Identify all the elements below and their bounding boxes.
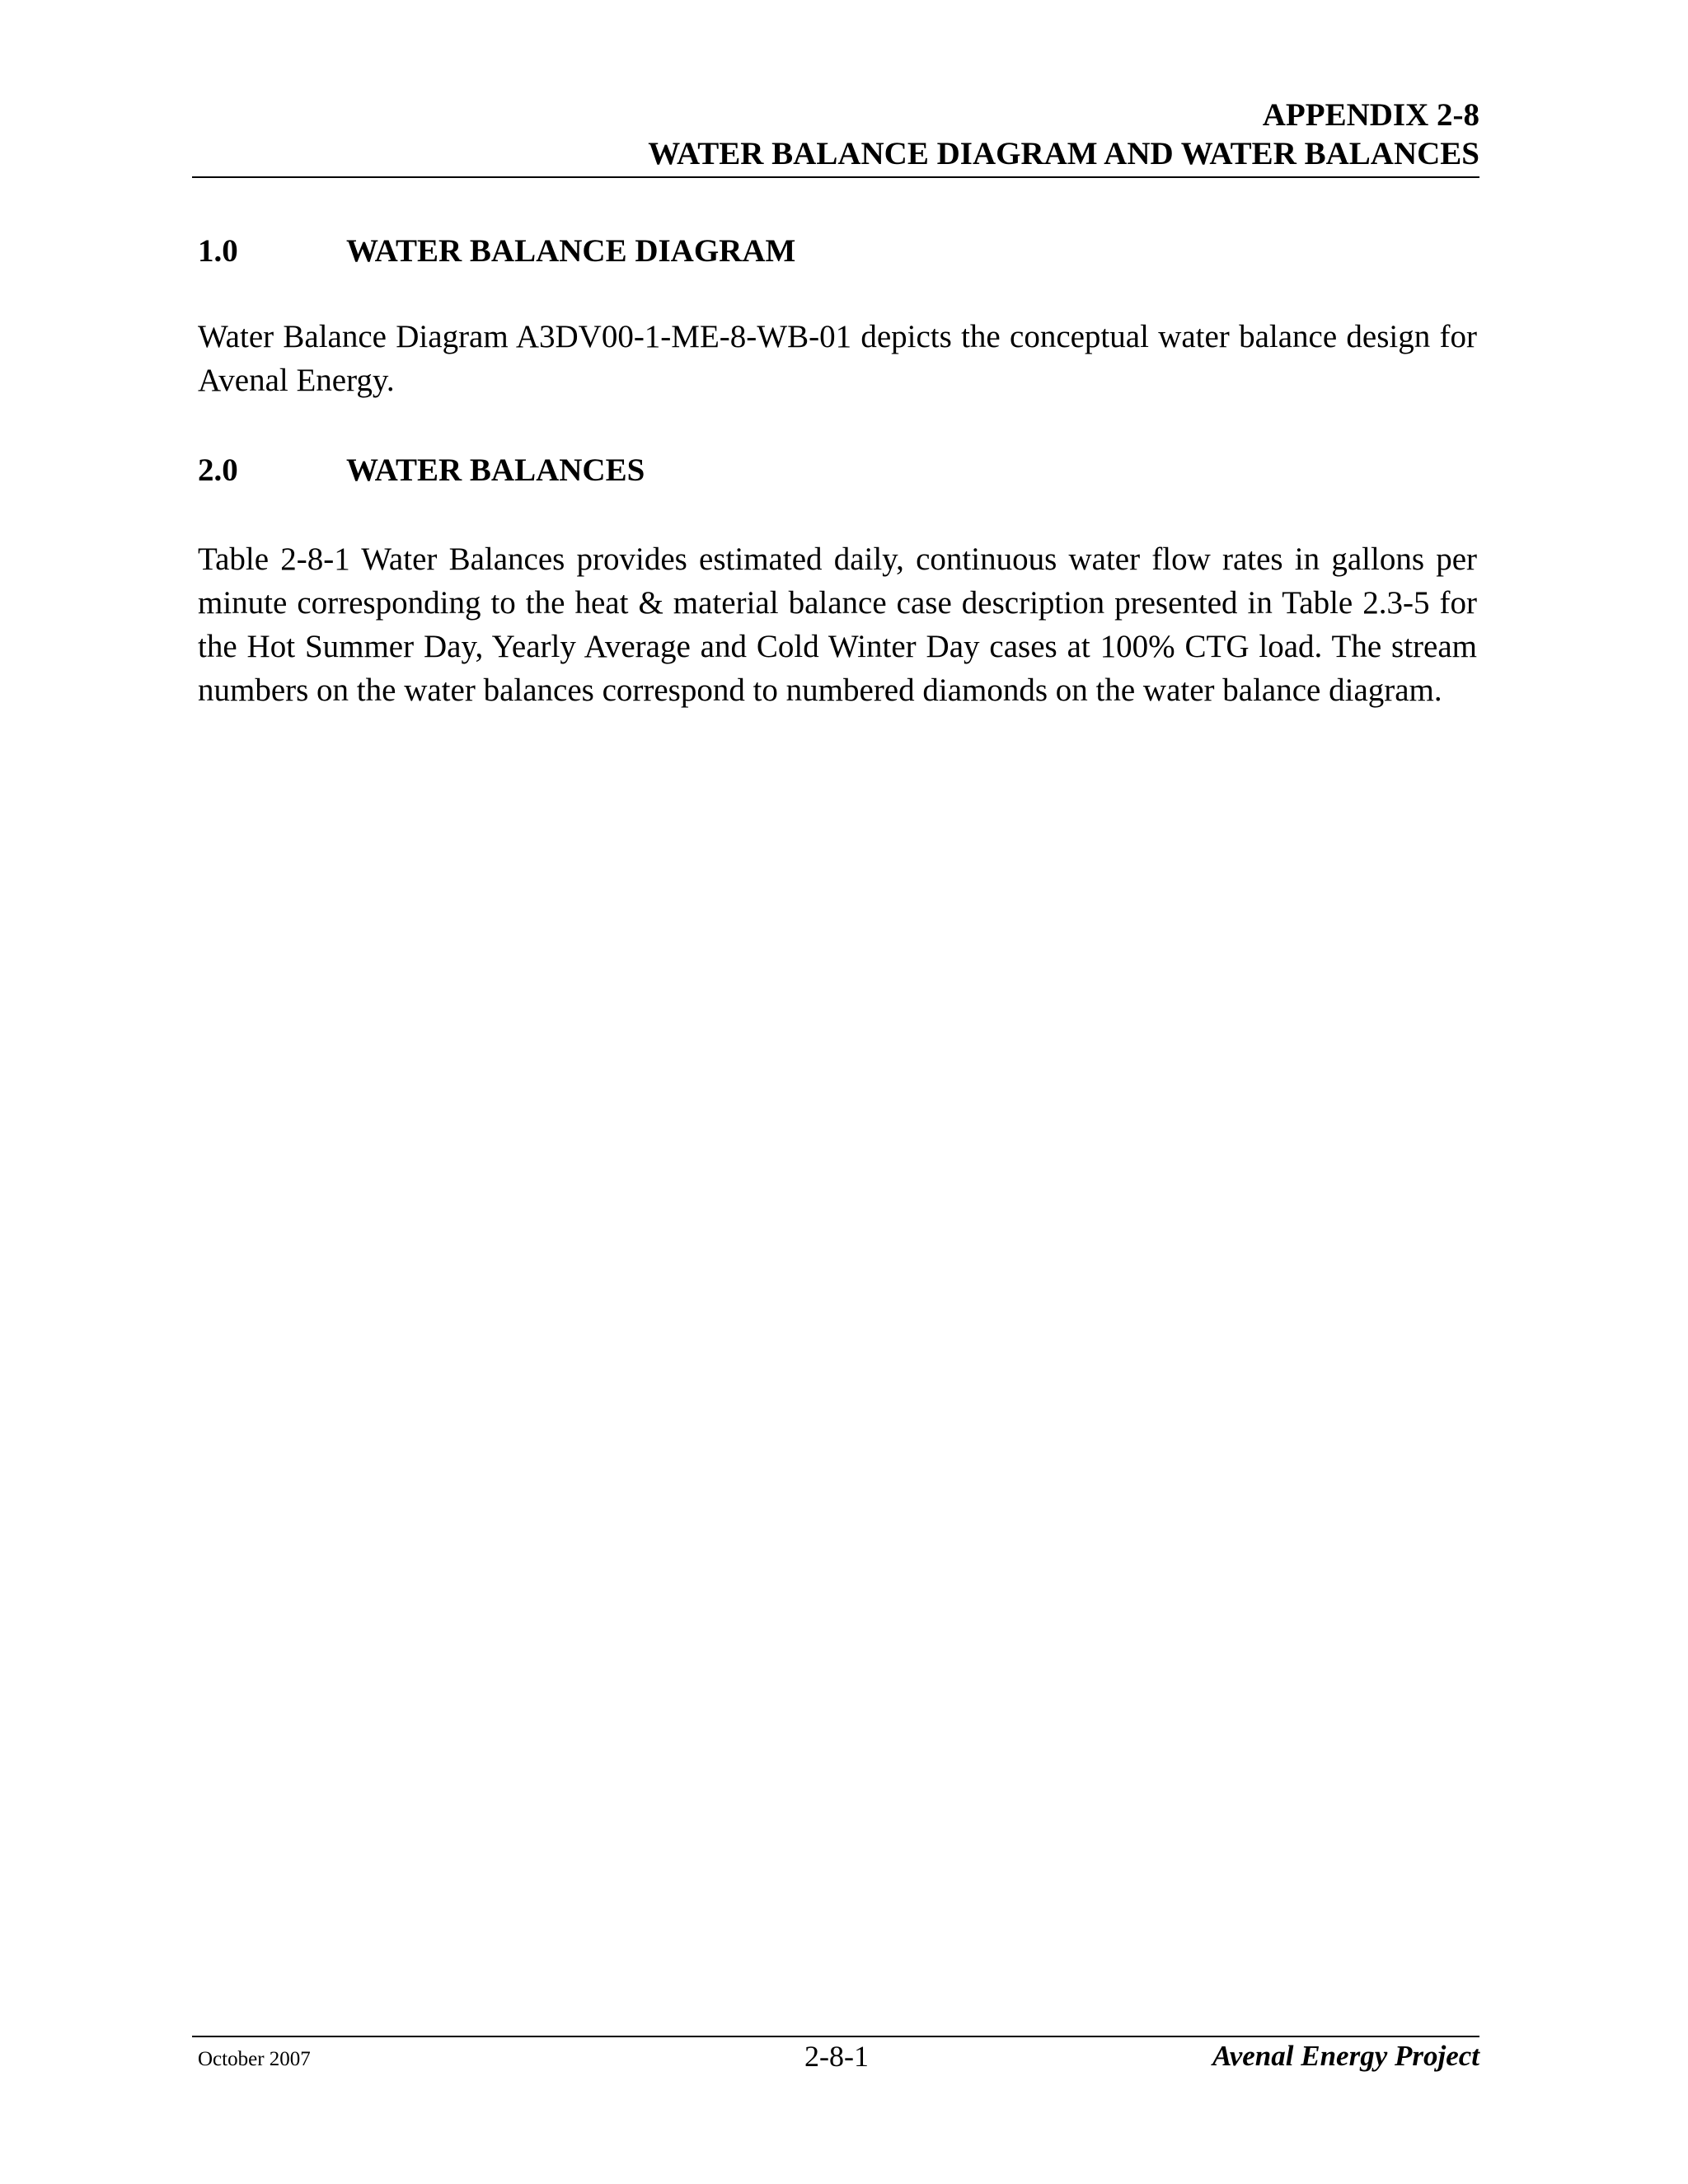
section-heading-2	[198, 451, 645, 490]
section-1-paragraph: Water Balance Diagram A3DV00-1-ME-8-WB-01 depicts the conceptual water balance design for Avenal Energy.	[198, 319, 1477, 398]
footer-date: October 2007	[198, 2048, 311, 2070]
appendix-number: APPENDIX 2-8	[1262, 97, 1479, 133]
footer-project-name: Avenal Energy Project	[1212, 2040, 1479, 2072]
section-title: WATER BALANCES	[346, 452, 645, 488]
section-title: WATER BALANCE DIAGRAM	[346, 233, 796, 269]
section-number: 2.0	[198, 452, 238, 488]
page-header	[192, 96, 1479, 173]
header-rule	[192, 176, 1479, 178]
section-heading-1	[198, 232, 795, 270]
section-2-paragraph: Table 2-8-1 Water Balances provides estimated daily, continuous water flow rates in gallons per minute corresponding to the heat & material balance case description presented in Table 2.3-5 for the Hot Summer Day, Yearly Average and Cold Winter Day cases at 100% CTG load. The stream numbers on the water balances correspond to numbered diamonds on the water balance diagram.	[198, 541, 1477, 708]
page-number: 2-8-1	[804, 2040, 869, 2073]
appendix-title: WATER BALANCE DIAGRAM AND WATER BALANCES	[648, 136, 1479, 171]
section-number: 1.0	[198, 233, 238, 269]
footer-rule	[192, 2036, 1479, 2037]
